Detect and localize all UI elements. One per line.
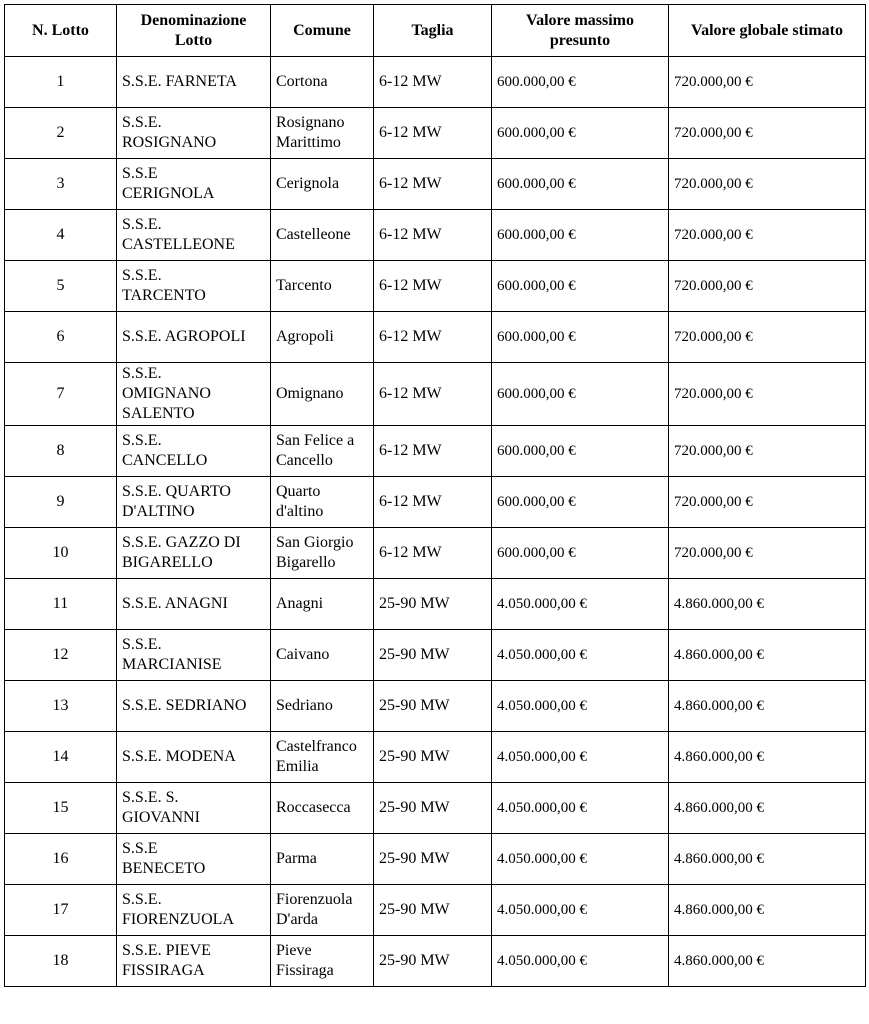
cell-lot-number: 17 [5, 885, 117, 936]
cell-max-value: 4.050.000,00 € [492, 579, 669, 630]
cell-lot-number: 7 [5, 363, 117, 426]
cell-total-value: 720.000,00 € [669, 261, 866, 312]
cell-total-value: 720.000,00 € [669, 159, 866, 210]
cell-lot-number: 15 [5, 783, 117, 834]
header-max-value: Valore massimo presunto [492, 5, 669, 57]
cell-total-value: 4.860.000,00 € [669, 834, 866, 885]
cell-total-value: 720.000,00 € [669, 528, 866, 579]
cell-municipality: Parma [271, 834, 374, 885]
cell-max-value: 600.000,00 € [492, 477, 669, 528]
cell-total-value: 720.000,00 € [669, 363, 866, 426]
cell-size: 25-90 MW [374, 936, 492, 987]
cell-total-value: 720.000,00 € [669, 426, 866, 477]
cell-lot-number: 2 [5, 108, 117, 159]
cell-lot-name: S.S.E. FIORENZUOLA [117, 885, 271, 936]
cell-municipality: Castelleone [271, 210, 374, 261]
cell-max-value: 600.000,00 € [492, 261, 669, 312]
table-row [5, 885, 866, 936]
cell-lot-number: 14 [5, 732, 117, 783]
cell-max-value: 600.000,00 € [492, 57, 669, 108]
cell-municipality: Rosignano Marittimo [271, 108, 374, 159]
cell-total-value: 4.860.000,00 € [669, 732, 866, 783]
cell-lot-number: 13 [5, 681, 117, 732]
cell-size: 25-90 MW [374, 579, 492, 630]
table-row [5, 312, 866, 363]
cell-lot-name: S.S.E. PIEVE FISSIRAGA [117, 936, 271, 987]
cell-max-value: 4.050.000,00 € [492, 681, 669, 732]
cell-municipality: San Felice a Cancello [271, 426, 374, 477]
cell-total-value: 720.000,00 € [669, 477, 866, 528]
cell-size: 6-12 MW [374, 477, 492, 528]
cell-total-value: 4.860.000,00 € [669, 579, 866, 630]
cell-lot-number: 16 [5, 834, 117, 885]
table-row [5, 732, 866, 783]
cell-lot-name: S.S.E. ROSIGNANO [117, 108, 271, 159]
cell-lot-name: S.S.E. FARNETA [117, 57, 271, 108]
cell-max-value: 4.050.000,00 € [492, 834, 669, 885]
cell-total-value: 720.000,00 € [669, 57, 866, 108]
cell-max-value: 4.050.000,00 € [492, 630, 669, 681]
cell-lot-number: 8 [5, 426, 117, 477]
cell-total-value: 4.860.000,00 € [669, 885, 866, 936]
cell-max-value: 600.000,00 € [492, 528, 669, 579]
cell-lot-name: S.S.E. QUARTO D'ALTINO [117, 477, 271, 528]
cell-max-value: 600.000,00 € [492, 426, 669, 477]
cell-lot-number: 6 [5, 312, 117, 363]
cell-lot-number: 12 [5, 630, 117, 681]
cell-lot-name: S.S.E. S. GIOVANNI [117, 783, 271, 834]
cell-total-value: 720.000,00 € [669, 312, 866, 363]
cell-max-value: 600.000,00 € [492, 210, 669, 261]
cell-size: 6-12 MW [374, 261, 492, 312]
cell-size: 6-12 MW [374, 210, 492, 261]
cell-municipality: Castelfranco Emilia [271, 732, 374, 783]
cell-lot-name: S.S.E. AGROPOLI [117, 312, 271, 363]
cell-size: 25-90 MW [374, 885, 492, 936]
cell-total-value: 4.860.000,00 € [669, 936, 866, 987]
header-size: Taglia [374, 5, 492, 57]
cell-max-value: 600.000,00 € [492, 159, 669, 210]
table-header-row [5, 5, 866, 57]
cell-lot-number: 5 [5, 261, 117, 312]
cell-municipality: Sedriano [271, 681, 374, 732]
table-row [5, 426, 866, 477]
table-row [5, 363, 866, 426]
table-row [5, 630, 866, 681]
cell-size: 25-90 MW [374, 834, 492, 885]
cell-municipality: Quarto d'altino [271, 477, 374, 528]
table-row [5, 936, 866, 987]
cell-total-value: 4.860.000,00 € [669, 783, 866, 834]
cell-municipality: San Giorgio Bigarello [271, 528, 374, 579]
header-municipality: Comune [271, 5, 374, 57]
cell-municipality: Agropoli [271, 312, 374, 363]
cell-size: 25-90 MW [374, 783, 492, 834]
cell-lot-number: 3 [5, 159, 117, 210]
cell-lot-number: 11 [5, 579, 117, 630]
table-row [5, 210, 866, 261]
cell-municipality: Fiorenzuola D'arda [271, 885, 374, 936]
cell-municipality: Anagni [271, 579, 374, 630]
cell-lot-name: S.S.E. ANAGNI [117, 579, 271, 630]
cell-lot-name: S.S.E. MODENA [117, 732, 271, 783]
cell-lot-name: S.S.E. MARCIANISE [117, 630, 271, 681]
cell-size: 25-90 MW [374, 630, 492, 681]
cell-total-value: 720.000,00 € [669, 210, 866, 261]
table-row [5, 477, 866, 528]
table-row [5, 681, 866, 732]
cell-total-value: 4.860.000,00 € [669, 630, 866, 681]
cell-lot-number: 9 [5, 477, 117, 528]
cell-lot-name: S.S.E. CASTELLEONE [117, 210, 271, 261]
cell-max-value: 600.000,00 € [492, 312, 669, 363]
cell-lot-name: S.S.E. SEDRIANO [117, 681, 271, 732]
cell-lot-name: S.S.E. CANCELLO [117, 426, 271, 477]
cell-municipality: Pieve Fissiraga [271, 936, 374, 987]
header-total-value: Valore globale stimato [669, 5, 866, 57]
cell-municipality: Omignano [271, 363, 374, 426]
header-lot-number: N. Lotto [5, 5, 117, 57]
lots-table [4, 4, 866, 987]
cell-total-value: 4.860.000,00 € [669, 681, 866, 732]
header-lot-name: Denominazione Lotto [117, 5, 271, 57]
cell-lot-number: 1 [5, 57, 117, 108]
cell-lot-name: S.S.E. OMIGNANO SALENTO [117, 363, 271, 426]
cell-size: 6-12 MW [374, 363, 492, 426]
cell-lot-name: S.S.E. GAZZO DI BIGARELLO [117, 528, 271, 579]
table-row [5, 528, 866, 579]
cell-max-value: 600.000,00 € [492, 108, 669, 159]
cell-max-value: 4.050.000,00 € [492, 783, 669, 834]
cell-size: 6-12 MW [374, 57, 492, 108]
cell-lot-number: 18 [5, 936, 117, 987]
cell-size: 6-12 MW [374, 159, 492, 210]
cell-lot-name: S.S.E CERIGNOLA [117, 159, 271, 210]
cell-lot-name: S.S.E BENECETO [117, 834, 271, 885]
cell-size: 6-12 MW [374, 108, 492, 159]
table-row [5, 579, 866, 630]
cell-size: 25-90 MW [374, 681, 492, 732]
cell-municipality: Roccasecca [271, 783, 374, 834]
cell-municipality: Tarcento [271, 261, 374, 312]
cell-max-value: 600.000,00 € [492, 363, 669, 426]
document-page [4, 4, 866, 987]
table-row [5, 57, 866, 108]
cell-size: 6-12 MW [374, 426, 492, 477]
cell-max-value: 4.050.000,00 € [492, 885, 669, 936]
table-row [5, 783, 866, 834]
cell-municipality: Cortona [271, 57, 374, 108]
cell-lot-name: S.S.E. TARCENTO [117, 261, 271, 312]
cell-lot-number: 10 [5, 528, 117, 579]
cell-lot-number: 4 [5, 210, 117, 261]
table-row [5, 834, 866, 885]
cell-size: 6-12 MW [374, 312, 492, 363]
cell-max-value: 4.050.000,00 € [492, 732, 669, 783]
table-row [5, 261, 866, 312]
cell-municipality: Cerignola [271, 159, 374, 210]
cell-total-value: 720.000,00 € [669, 108, 866, 159]
table-row [5, 159, 866, 210]
cell-max-value: 4.050.000,00 € [492, 936, 669, 987]
table-body [5, 57, 866, 987]
cell-size: 25-90 MW [374, 732, 492, 783]
table-row [5, 108, 866, 159]
cell-size: 6-12 MW [374, 528, 492, 579]
cell-municipality: Caivano [271, 630, 374, 681]
